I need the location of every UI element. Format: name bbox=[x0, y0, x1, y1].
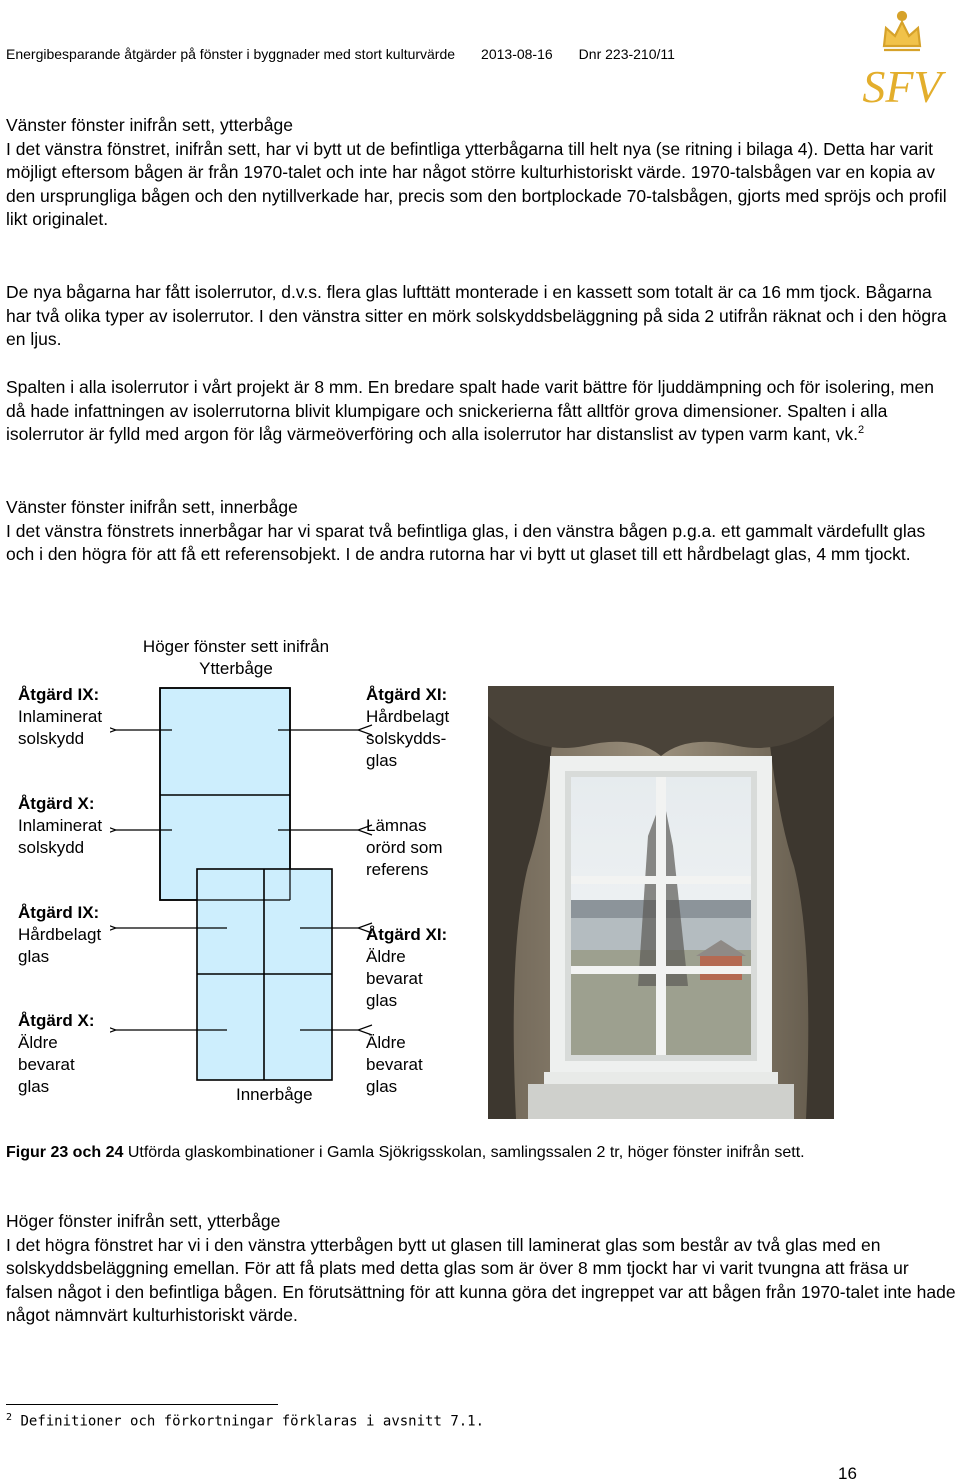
section-left-outer bbox=[6, 114, 956, 232]
diagram-title-line1: Höger fönster sett inifrån bbox=[142, 637, 330, 656]
section-left-outer-heading: Vänster fönster inifrån sett, ytterbåge bbox=[6, 115, 293, 135]
inner-sash-label: Innerbåge bbox=[236, 1085, 313, 1104]
footnote bbox=[6, 1412, 484, 1430]
logo-text: SFV bbox=[862, 61, 942, 112]
label-left-1: Åtgärd IX: Inlaminerat solskydd bbox=[18, 685, 103, 748]
footnote-separator bbox=[6, 1404, 278, 1405]
section-insulating-glass-text: De nya bågarna har fått isolerrutor, d.v.s. flera glas lufttätt monterade i en kassett som totalt är ca 16 mm tjock. Bågarna har två olika typer av isolerrutor. I den vänstra sitter en mörk solskyddsbeläggning på sida 2 utifrån räknat och i den högra en ljus. bbox=[6, 282, 947, 349]
footnote-ref: 2 bbox=[858, 424, 865, 437]
section-gap-text-wrap bbox=[6, 376, 956, 447]
footnote-text: Definitioner och förkortningar förklaras i avsnitt 7.1. bbox=[12, 1413, 485, 1430]
page-number: 16 bbox=[838, 1464, 857, 1483]
label-left-4: Åtgärd X: Äldre bevarat glas bbox=[18, 1011, 95, 1096]
page-header bbox=[6, 46, 675, 62]
section-left-inner bbox=[6, 496, 956, 567]
section-right-outer-heading: Höger fönster inifrån sett, ytterbåge bbox=[6, 1211, 281, 1231]
transom-mid bbox=[568, 966, 754, 974]
header-dnr: Dnr 223-210/11 bbox=[578, 46, 675, 62]
crown-icon bbox=[884, 12, 920, 50]
header-date: 2013-08-16 bbox=[481, 46, 553, 62]
section-left-inner-heading: Vänster fönster inifrån sett, innerbåge bbox=[6, 497, 298, 517]
figure-caption-label: Figur 23 och 24 bbox=[6, 1144, 124, 1161]
figure-caption-body: Utförda glaskombinationer i Gamla Sjökrigsskolan, samlingssalen 2 tr, höger fönster inifrån sett. bbox=[123, 1144, 805, 1161]
diagram-title bbox=[130, 636, 342, 680]
section-gap bbox=[6, 376, 956, 447]
figure-caption bbox=[6, 1141, 956, 1164]
section-right-outer bbox=[6, 1210, 956, 1328]
section-insulating-glass bbox=[6, 281, 956, 352]
section-right-outer-body: I det högra fönstret har vi i den vänstra ytterbågen bytt ut glasen till laminerat glas som består av två glas med en solskyddsbeläggning emellan. För att få plats med detta glas som är över 8 mm tjockt har vi varit tvungna att fräsa ur falsen något i den befintliga bågen. En förutsättning för att kunna göra det ingreppet var att bågen från 1970-talet inte hade något nämnvärt kulturhistoriskt värde. bbox=[6, 1234, 956, 1325]
label-right-3: Åtgärd XI: Äldre bevarat glas bbox=[366, 925, 448, 1010]
label-right-1: Åtgärd XI: Hårdbelagt solskydds- glas bbox=[366, 685, 450, 770]
mullion-center bbox=[656, 774, 666, 1058]
label-right-2: Lämnas orörd som referens bbox=[366, 816, 443, 879]
window-diagram bbox=[110, 680, 376, 1100]
sfv-logo bbox=[846, 2, 958, 114]
window-photo bbox=[488, 686, 834, 1119]
diagram-title-line2: Ytterbåge bbox=[199, 659, 273, 678]
section-gap-text: Spalten i alla isolerrutor i vårt projekt är 8 mm. En bredare spalt hade varit bättre för ljuddämpning och för isolering, men då hade infattningen av isolerrutorna blivit klumpigare och snickerierna fått alltför grova dimensioner. Spalten i alla isolerrutor är fylld med argon för låg värmeöverföring och alla isolerrutor har distanslist av typen varm kant, vk. bbox=[6, 377, 934, 444]
label-right-4: Äldre bevarat glas bbox=[366, 1033, 423, 1096]
header-title: Energibesparande åtgärder på fönster i byggnader med stort kulturvärde bbox=[6, 46, 456, 62]
label-left-3: Åtgärd IX: Hårdbelagt glas bbox=[18, 903, 102, 966]
figure-caption-text bbox=[6, 1141, 956, 1164]
section-left-outer-body: I det vänstra fönstret, inifrån sett, har vi bytt ut de befintliga ytterbågarna till helt nya (se ritning i bilaga 4). Detta har varit möjligt eftersom bågen är från 1970-talet och inte har något större kulturhistoriskt värde. 1970-talsbågen var en kopia av den ursprungliga bågen och den nytillverkade har, precis som den bortplockade 70-talsbågen, gjorts med spröjs och profil likt originalet. bbox=[6, 138, 947, 229]
footnote-number: 2 bbox=[6, 1412, 13, 1423]
window-sill bbox=[544, 1072, 778, 1084]
section-left-inner-body: I det vänstra fönstrets innerbågar har vi sparat två befintliga glas, i den vänstra bågen p.g.a. ett gammalt värdefullt glas och i den högra för att få ett referensobjekt. I de andra rutorna har vi bytt ut glaset till ett hårdbelagt glas, 4 mm tjockt. bbox=[6, 520, 926, 564]
transom-top bbox=[568, 876, 754, 884]
label-left-2: Åtgärd X: Inlaminerat solskydd bbox=[18, 794, 103, 857]
